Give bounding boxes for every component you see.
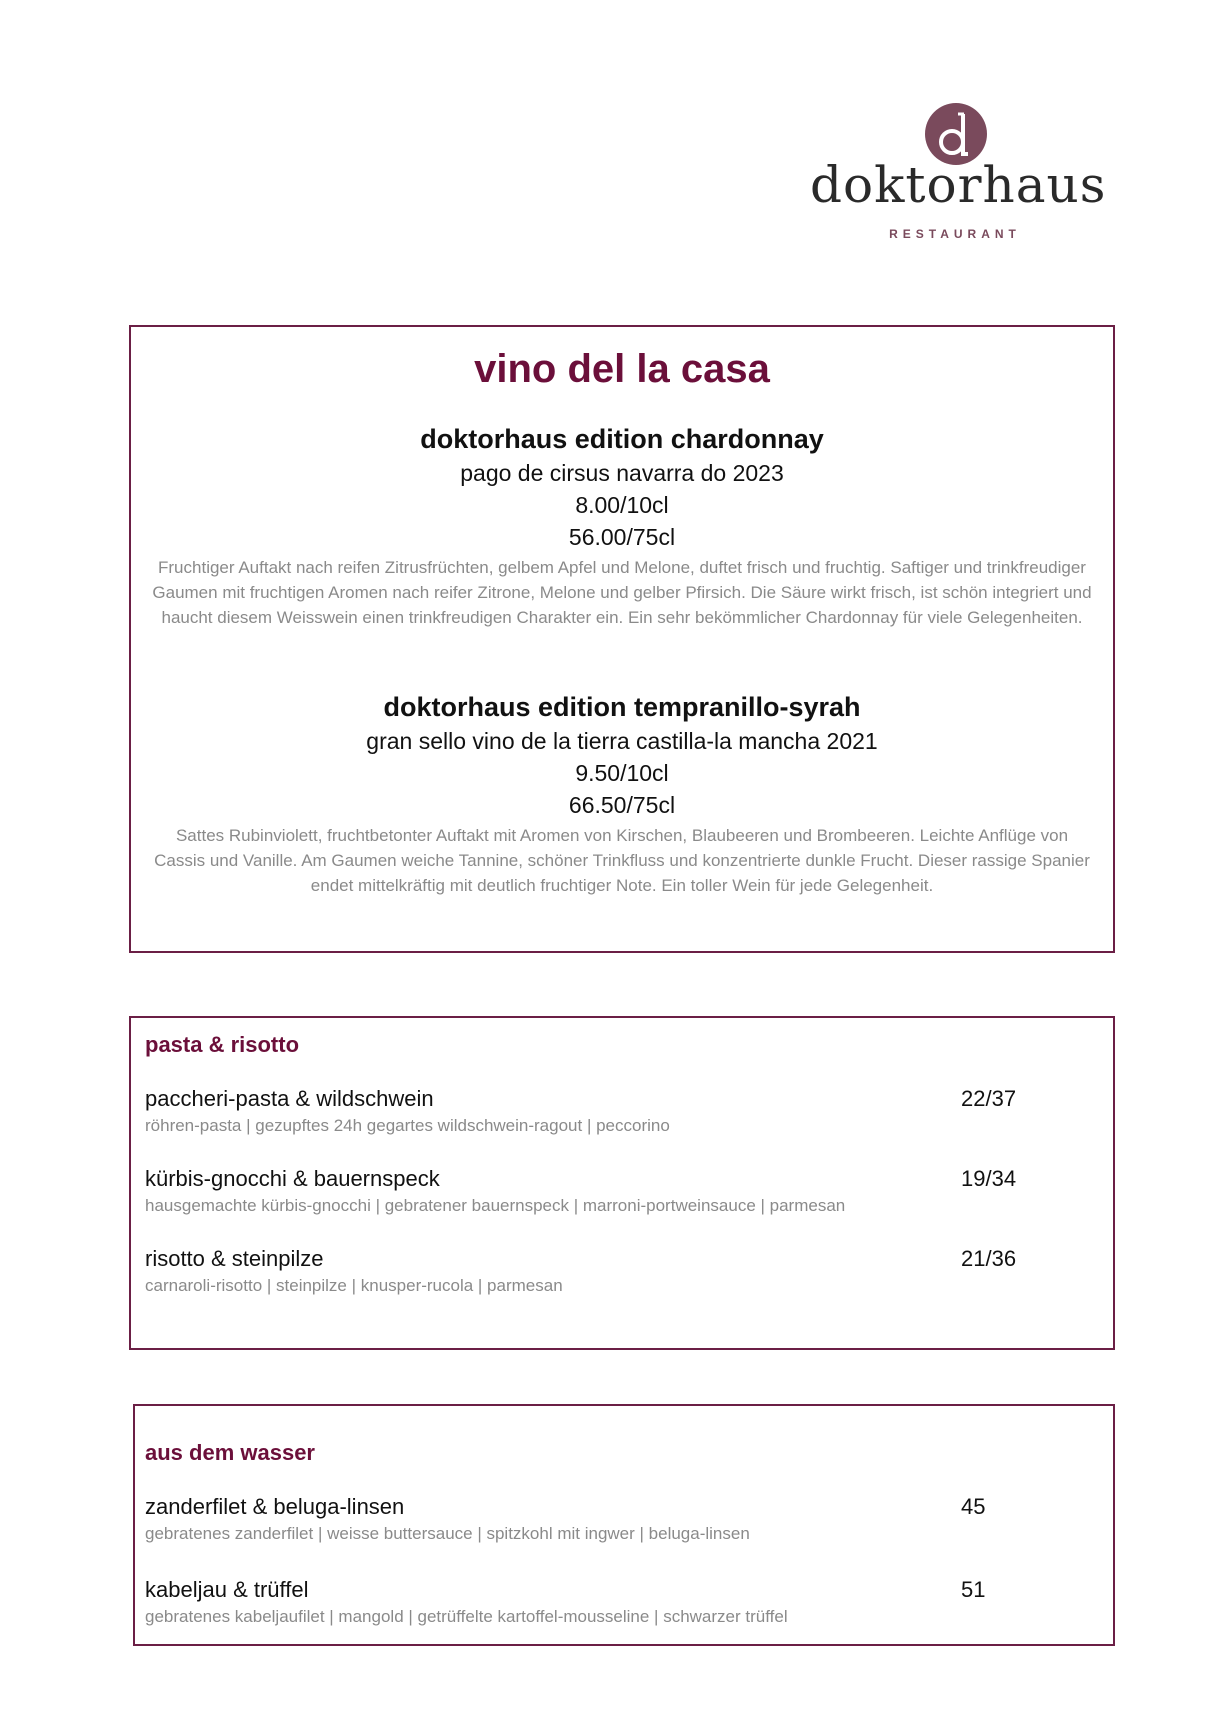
wine-price-bottle: 56.00/75cl	[568, 524, 676, 550]
section-title: aus dem wasser	[145, 1440, 315, 1465]
dish-price: 22/37	[961, 1086, 1017, 1111]
wine-name: doktorhaus edition tempranillo-syrah	[383, 692, 861, 722]
menu-item	[145, 1084, 1045, 1138]
wine-description: Sattes Rubinviolett, fruchtbetonter Auftakt mit Aromen von Kirschen, Blaubeeren und Brombeeren. Leichte Anflüge von Cassis und Vanille. Am Gaumen weiche Tannine, schöner Trinkfluss und konzentrierte dunkle Frucht. Dieser rassige Spanier endet mittelkräftig mit deutlich fruchtiger Note. Ein toller Wein für jede Gelegenheit.	[154, 826, 1090, 895]
logo-wordmark: doktorhaus	[810, 156, 1107, 214]
wine-name: doktorhaus edition chardonnay	[420, 424, 824, 454]
dish-name: zanderfilet & beluga-linsen	[145, 1494, 405, 1519]
dish-name: paccheri-pasta & wildschwein	[145, 1086, 434, 1111]
menu-item	[145, 1244, 1045, 1298]
wine-item	[131, 689, 1113, 898]
wine-price-glass: 9.50/10cl	[575, 760, 669, 786]
restaurant-logo	[810, 98, 1107, 248]
dish-price: 21/36	[961, 1246, 1017, 1271]
menu-item	[145, 1492, 1045, 1546]
dish-price: 51	[961, 1577, 986, 1602]
wine-section-title: vino del la casa	[474, 347, 770, 391]
dish-price: 45	[961, 1494, 986, 1519]
wine-origin: gran sello vino de la tierra castilla-la mancha 2021	[366, 728, 878, 754]
dish-name: kürbis-gnocchi & bauernspeck	[145, 1166, 440, 1191]
fish-section	[133, 1404, 1115, 1646]
menu-item	[145, 1164, 1045, 1218]
house-wine-section	[129, 325, 1115, 953]
dish-description: hausgemachte kürbis-gnocchi | gebratener bauernspeck | marroni-portweinsauce | parmesan	[145, 1196, 846, 1215]
wine-price-glass: 8.00/10cl	[575, 492, 669, 518]
section-title: pasta & risotto	[145, 1032, 300, 1057]
dish-name: kabeljau & trüffel	[145, 1577, 309, 1602]
wine-description: Fruchtiger Auftakt nach reifen Zitrusfrüchten, gelbem Apfel und Melone, duftet frisch und fruchtig. Saftiger und trinkfreudiger Gaumen mit fruchtigen Aromen nach reifer Zitrone, Melone und gelber Pfirsich. Die Säure wirkt frisch, ist schön integriert und haucht diesem Weisswein einen trinkfreudigen Charakter ein. Ein sehr bekömmlicher Chardonnay für viele Gelegenheiten.	[152, 558, 1092, 627]
dish-description: carnaroli-risotto | steinpilze | knusper-rucola | parmesan	[145, 1276, 563, 1295]
menu-item	[145, 1575, 1045, 1629]
wine-origin: pago de cirsus navarra do 2023	[460, 460, 784, 486]
dish-description: gebratenes kabeljaufilet | mangold | getrüffelte kartoffel-mousseline | schwarzer trüffel	[145, 1607, 788, 1626]
pasta-risotto-section	[129, 1016, 1115, 1350]
dish-price: 19/34	[961, 1166, 1017, 1191]
dish-description: röhren-pasta | gezupftes 24h gegartes wildschwein-ragout | peccorino	[145, 1116, 670, 1135]
logo-subtitle: RESTAURANT	[889, 227, 1021, 241]
wine-item	[131, 421, 1113, 630]
dish-name: risotto & steinpilze	[145, 1246, 324, 1271]
dish-description: gebratenes zanderfilet | weisse buttersauce | spitzkohl mit ingwer | beluga-linsen	[145, 1524, 750, 1543]
wine-price-bottle: 66.50/75cl	[568, 792, 676, 818]
